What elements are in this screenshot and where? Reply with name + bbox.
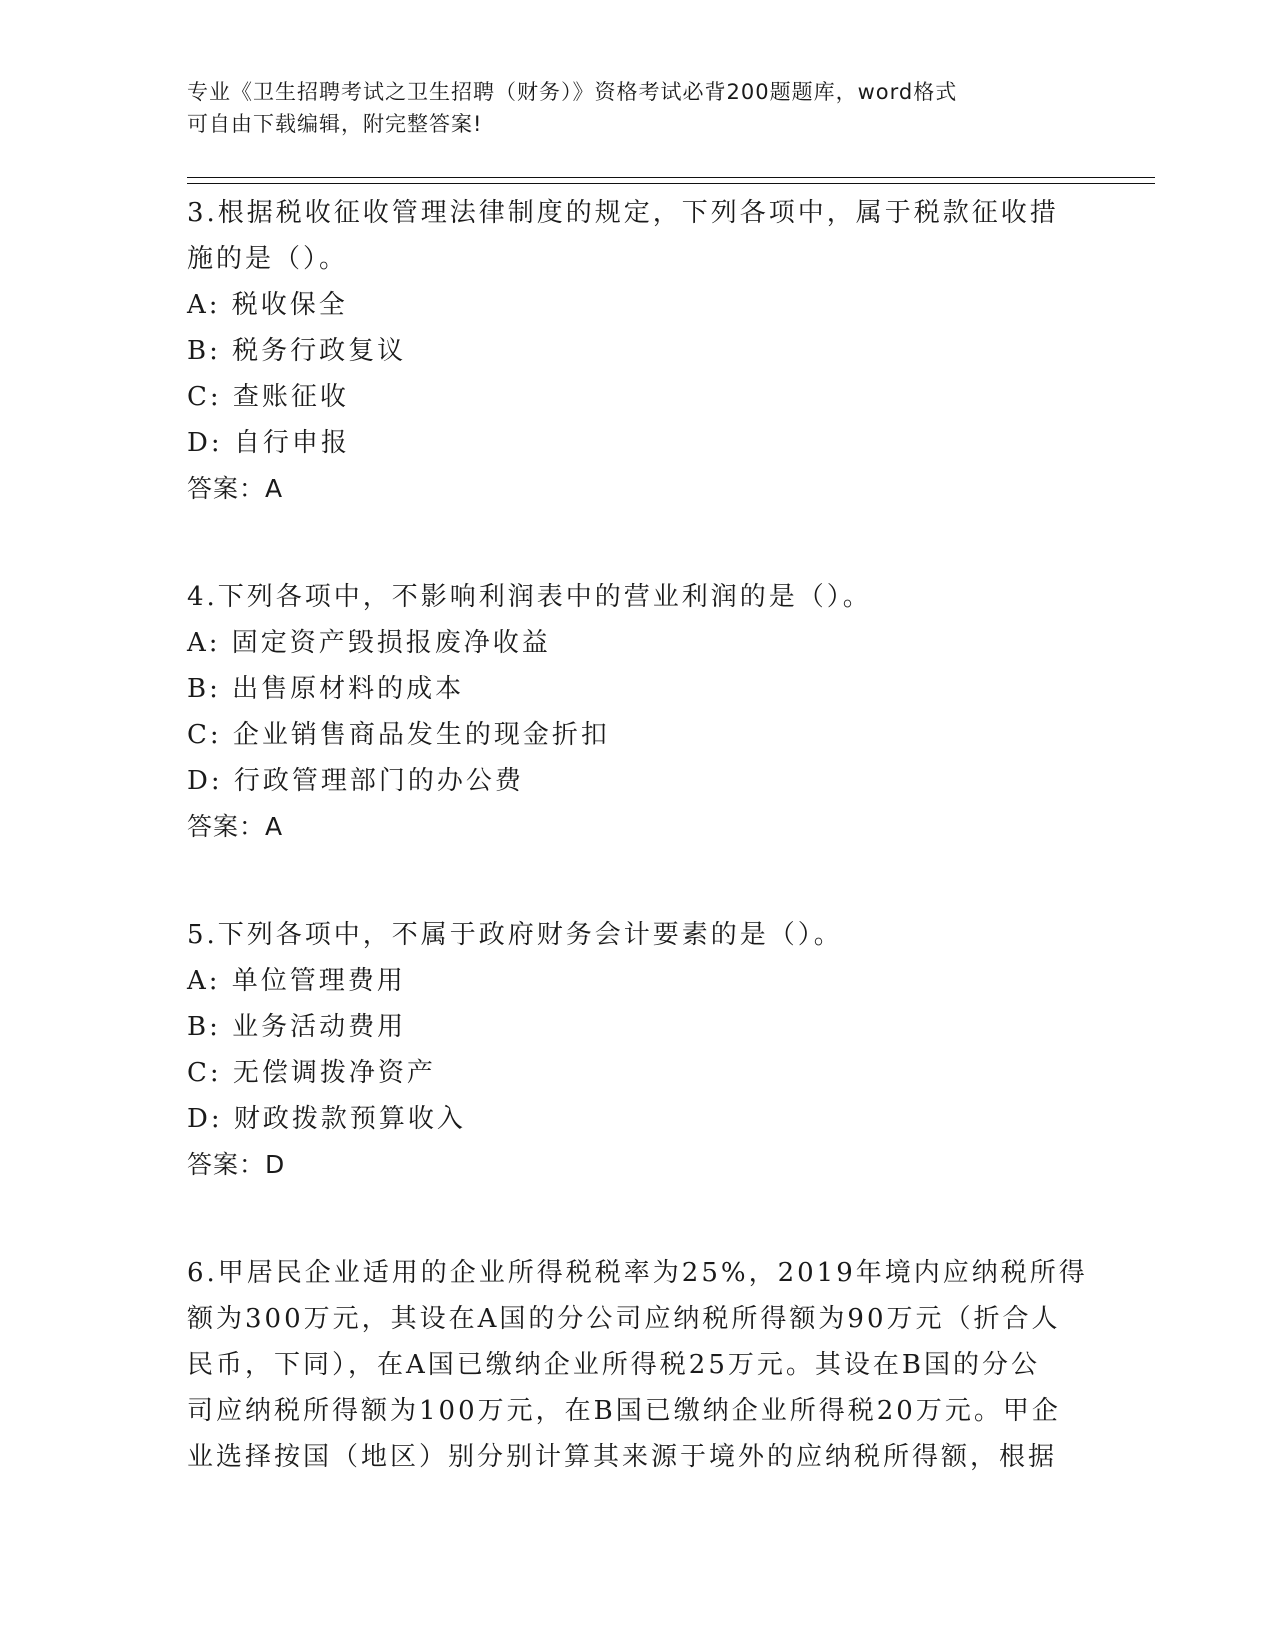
option-b: B: 业务活动费用 xyxy=(187,1012,407,1042)
spacer xyxy=(187,850,1087,912)
option-d: D: 财政拨款预算收入 xyxy=(187,1104,466,1134)
question-stem: 3.根据税收征收管理法律制度的规定，下列各项中，属于税款征收措 xyxy=(187,198,1059,228)
question-stem: 额为300万元，其设在A国的分公司应纳税所得额为90万元（折合人 xyxy=(187,1304,1061,1334)
spacer xyxy=(187,512,1087,574)
question-6 xyxy=(187,1250,1087,1480)
question-4 xyxy=(187,574,1087,850)
question-5 xyxy=(187,912,1087,1188)
option-d: D: 行政管理部门的办公费 xyxy=(187,766,524,796)
header-line-1: 专业《卫生招聘考试之卫生招聘（财务）》资格考试必背200题题库，word格式 xyxy=(187,80,958,104)
question-stem: 业选择按国（地区）别分别计算其来源于境外的应纳税所得额，根据 xyxy=(187,1442,1058,1472)
question-stem: 4.下列各项中，不影响利润表中的营业利润的是（）。 xyxy=(187,582,872,612)
question-stem: 5.下列各项中，不属于政府财务会计要素的是（）。 xyxy=(187,920,843,950)
answer-line: 答案：A xyxy=(187,474,284,503)
option-d: D: 自行申报 xyxy=(187,428,350,458)
question-list xyxy=(187,190,1087,1480)
question-3 xyxy=(187,190,1087,512)
option-a: A: 单位管理费用 xyxy=(187,966,406,996)
question-stem: 司应纳税所得额为100万元，在B国已缴纳企业所得税20万元。甲企 xyxy=(187,1396,1061,1426)
option-a: A: 税收保全 xyxy=(187,290,348,320)
option-c: C: 企业销售商品发生的现金折扣 xyxy=(187,720,610,750)
question-stem: 民币，下同），在A国已缴纳企业所得税25万元。其设在B国的分公 xyxy=(187,1350,1040,1380)
option-b: B: 出售原材料的成本 xyxy=(187,674,465,704)
header-rule-bottom xyxy=(187,183,1155,184)
header-line-2: 可自由下载编辑，附完整答案! xyxy=(187,112,483,136)
answer-line: 答案：A xyxy=(187,812,284,841)
option-b: B: 税务行政复议 xyxy=(187,336,407,366)
option-c: C: 查账征收 xyxy=(187,382,349,412)
question-stem: 6.甲居民企业适用的企业所得税税率为25%，2019年境内应纳税所得 xyxy=(187,1258,1088,1288)
answer-line: 答案：D xyxy=(187,1150,286,1179)
document-header xyxy=(187,76,1067,140)
header-rule-top xyxy=(187,177,1155,178)
option-c: C: 无偿调拨净资产 xyxy=(187,1058,436,1088)
spacer xyxy=(187,1188,1087,1250)
question-stem: 施的是（）。 xyxy=(187,244,349,274)
option-a: A: 固定资产毁损报废净收益 xyxy=(187,628,551,658)
